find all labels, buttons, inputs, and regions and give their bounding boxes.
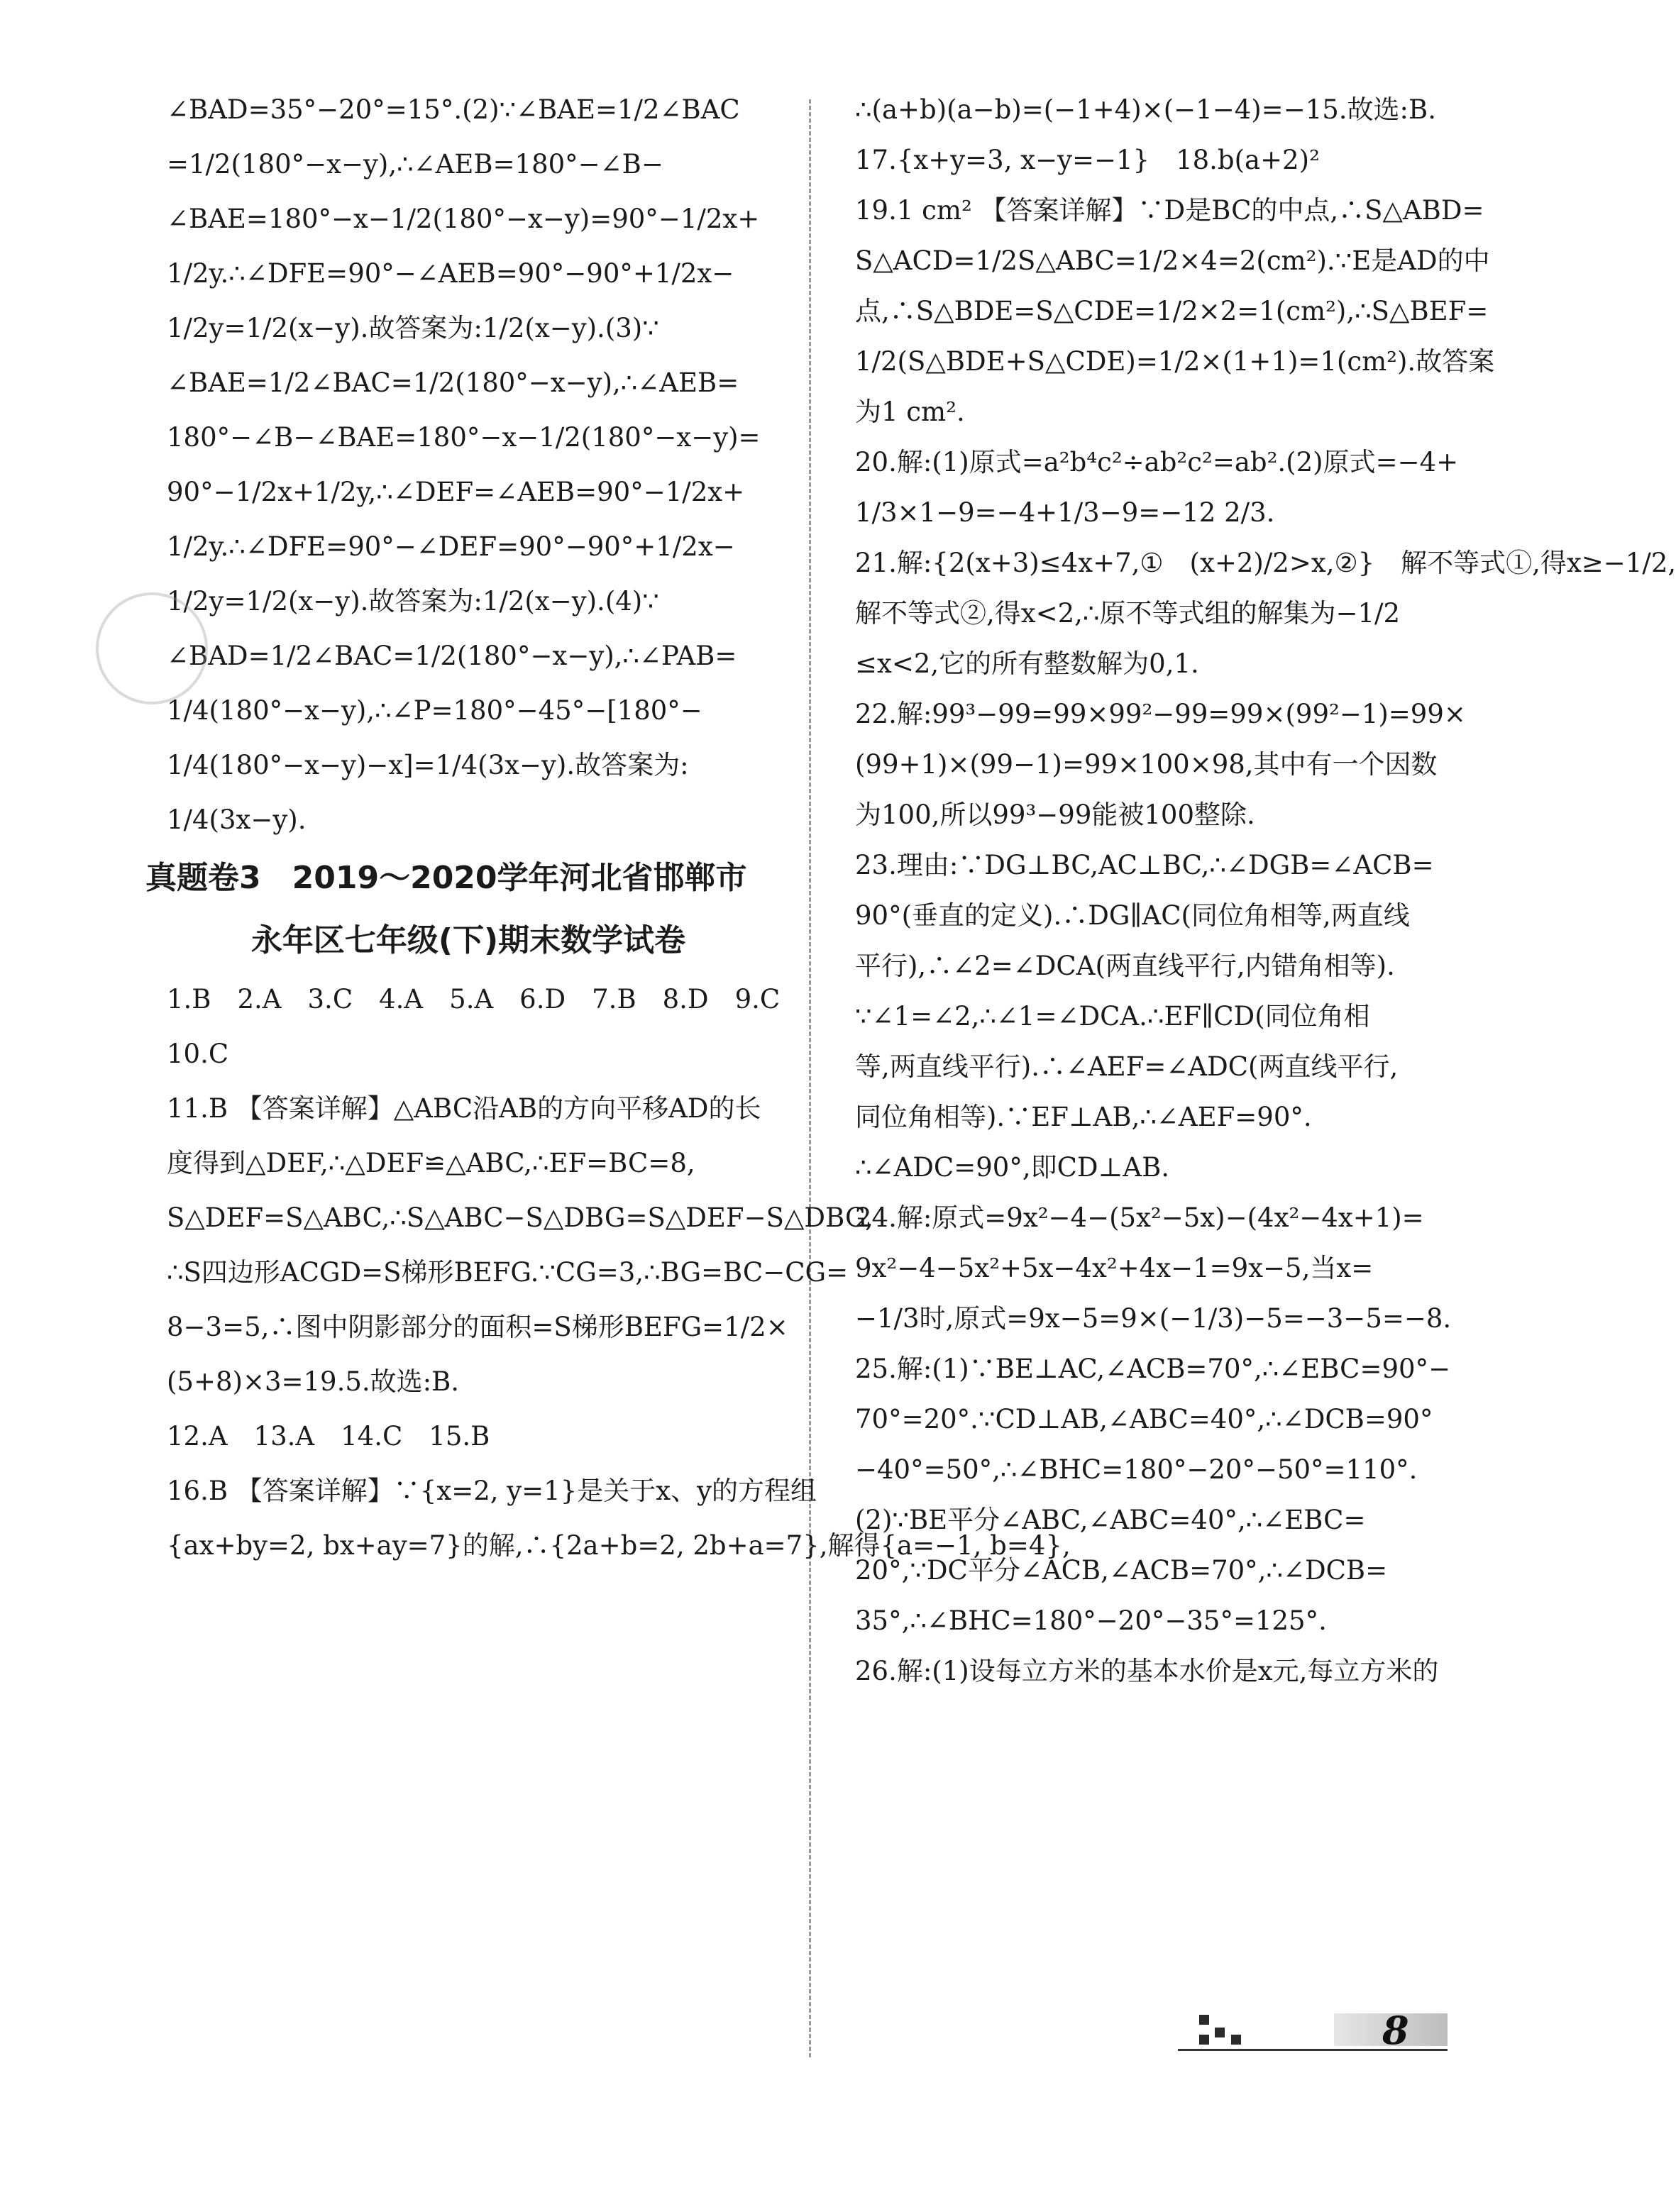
text-line: 23.理由:∵DG⊥BC,AC⊥BC,∴∠DGB=∠ACB=: [855, 850, 1434, 880]
text-line: ∠BAD=1/2∠BAC=1/2(180°−x−y),∴∠PAB=: [167, 641, 737, 671]
text-line: 12.A 13.A 14.C 15.B: [167, 1421, 490, 1451]
text-line: ∠BAE=1/2∠BAC=1/2(180°−x−y),∴∠AEB=: [167, 367, 739, 398]
text-line: ∴∠ADC=90°,即CD⊥AB.: [855, 1152, 1170, 1183]
text-line: 1/2y=1/2(x−y).故答案为:1/2(x−y).(3)∵: [167, 313, 659, 343]
text-line: 90°(垂直的定义).∴DG∥AC(同位角相等,两直线: [855, 900, 1410, 931]
text-line: 20°,∵DC平分∠ACB,∠ACB=70°,∴∠DCB=: [855, 1555, 1388, 1586]
text-line: 20.解:(1)原式=a²b⁴c²÷ab²c²=ab².(2)原式=−4+: [855, 447, 1459, 477]
section-title-cont: 永年区七年级(下)期末数学试卷: [250, 922, 686, 958]
text-line: 9x²−4−5x²+5x−4x²+4x−1=9x−5,当x=: [855, 1253, 1374, 1283]
text-line: 8−3=5,∴图中阴影部分的面积=S梯形BEFG=1/2×: [167, 1312, 788, 1342]
text-line: ∵∠1=∠2,∴∠1=∠DCA.∴EF∥CD(同位角相: [855, 1001, 1370, 1032]
text-line: 180°−∠B−∠BAE=180°−x−1/2(180°−x−y)=: [167, 422, 761, 453]
text-line: ∴S四边形ACGD=S梯形BEFG.∵CG=3,∴BG=BC−CG=: [167, 1257, 849, 1288]
text-line: 21.解:{2(x+3)≤4x+7,① (x+2)/2>x,②} 解不等式①,得x≥−1/2,: [855, 548, 1676, 578]
text-line: −40°=50°,∴∠BHC=180°−20°−50°=110°.: [855, 1454, 1418, 1485]
text-line: 1/2y.∴∠DFE=90°−∠DEF=90°−90°+1/2x−: [167, 531, 735, 562]
deco-square-icon: [1199, 2035, 1209, 2045]
text-line: 平行),∴∠2=∠DCA(两直线平行,内错角相等).: [855, 951, 1395, 981]
text-line: 等,两直线平行).∴∠AEF=∠ADC(两直线平行,: [855, 1051, 1399, 1082]
watermark-stamp-icon: [96, 592, 208, 704]
text-line: ∠BAD=35°−20°=15°.(2)∵∠BAE=1/2∠BAC: [167, 94, 740, 125]
text-line: 1/4(180°−x−y),∴∠P=180°−45°−[180°−: [167, 695, 702, 726]
text-line: 同位角相等).∵EF⊥AB,∴∠AEF=90°.: [855, 1102, 1312, 1132]
text-line: 1/2y=1/2(x−y).故答案为:1/2(x−y).(4)∵: [167, 586, 659, 616]
text-line: 1/4(180°−x−y)−x]=1/4(3x−y).故答案为:: [167, 750, 689, 780]
text-line: (2)∵BE平分∠ABC,∠ABC=40°,∴∠EBC=: [855, 1505, 1366, 1535]
text-line: 10.C: [167, 1039, 229, 1069]
text-line: 24.解:原式=9x²−4−(5x²−5x)−(4x²−4x+1)=: [855, 1202, 1424, 1233]
deco-square-icon: [1215, 2028, 1225, 2037]
text-line: 1.B 2.A 3.C 4.A 5.A 6.D 7.B 8.D 9.C: [167, 984, 781, 1014]
text-line: ∠BAE=180°−x−1/2(180°−x−y)=90°−1/2x+: [167, 204, 760, 234]
text-line: 19.1 cm² 【答案详解】∵D是BC的中点,∴S△ABD=: [855, 195, 1484, 226]
text-line: 1/2(S△BDE+S△CDE)=1/2×(1+1)=1(cm²).故答案: [855, 346, 1495, 377]
text-line: 70°=20°.∵CD⊥AB,∠ABC=40°,∴∠DCB=90°: [855, 1404, 1433, 1434]
text-line: (5+8)×3=19.5.故选:B.: [167, 1366, 460, 1397]
text-line: 为1 cm².: [855, 397, 965, 427]
text-line: ∴(a+b)(a−b)=(−1+4)×(−1−4)=−15.故选:B.: [855, 94, 1436, 125]
column-divider: [809, 99, 811, 2057]
text-line: 90°−1/2x+1/2y,∴∠DEF=∠AEB=90°−1/2x+: [167, 477, 745, 507]
text-line: 1/4(3x−y).: [167, 804, 307, 835]
text-line: 26.解:(1)设每立方米的基本水价是x元,每立方米的: [855, 1656, 1439, 1686]
page-number: 8: [1382, 2008, 1409, 2053]
text-line: S△ACD=1/2S△ABC=1/2×4=2(cm²).∵E是AD的中: [855, 245, 1490, 276]
text-line: 35°,∴∠BHC=180°−20°−35°=125°.: [855, 1605, 1327, 1636]
text-line: 度得到△DEF,∴△DEF≌△ABC,∴EF=BC=8,: [167, 1148, 695, 1178]
text-line: (99+1)×(99−1)=99×100×98,其中有一个因数: [855, 749, 1438, 780]
text-line: ≤x<2,它的所有整数解为0,1.: [855, 648, 1199, 679]
text-line: 16.B 【答案详解】∵{x=2, y=1}是关于x、y的方程组: [167, 1476, 817, 1506]
text-line: 22.解:99³−99=99×99²−99=99×(99²−1)=99×: [855, 699, 1466, 729]
text-line: S△DEF=S△ABC,∴S△ABC−S△DBG=S△DEF−S△DBG,: [167, 1202, 873, 1233]
right-column: [855, 92, 1676, 1704]
section-title: 真题卷3 2019～2020学年河北省邯郸市: [145, 860, 747, 896]
text-line: −1/3时,原式=9x−5=9×(−1/3)−5=−3−5=−8.: [855, 1303, 1452, 1334]
text-line: =1/2(180°−x−y),∴∠AEB=180°−∠B−: [167, 149, 663, 179]
text-line: 为100,所以99³−99能被100整除.: [855, 800, 1255, 830]
text-line: {ax+by=2, bx+ay=7}的解,∴{2a+b=2, 2b+a=7},解得{a=−1, b=4},: [167, 1530, 1071, 1561]
text-line: 11.B 【答案详解】△ABC沿AB的方向平移AD的长: [167, 1093, 761, 1124]
deco-square-icon: [1231, 2035, 1241, 2045]
text-line: 25.解:(1)∵BE⊥AC,∠ACB=70°,∴∠EBC=90°−: [855, 1354, 1451, 1384]
text-line: 17.{x+y=3, x−y=−1} 18.b(a+2)²: [855, 145, 1320, 175]
text-line: 解不等式②,得x<2,∴原不等式组的解集为−1/2: [855, 598, 1401, 629]
deco-square-icon: [1199, 2015, 1209, 2025]
text-line: 点,∴S△BDE=S△CDE=1/2×2=1(cm²),∴S△BEF=: [855, 296, 1489, 326]
text-line: 1/3×1−9=−4+1/3−9=−12 2/3.: [855, 497, 1275, 528]
text-line: 1/2y.∴∠DFE=90°−∠AEB=90°−90°+1/2x−: [167, 258, 734, 289]
